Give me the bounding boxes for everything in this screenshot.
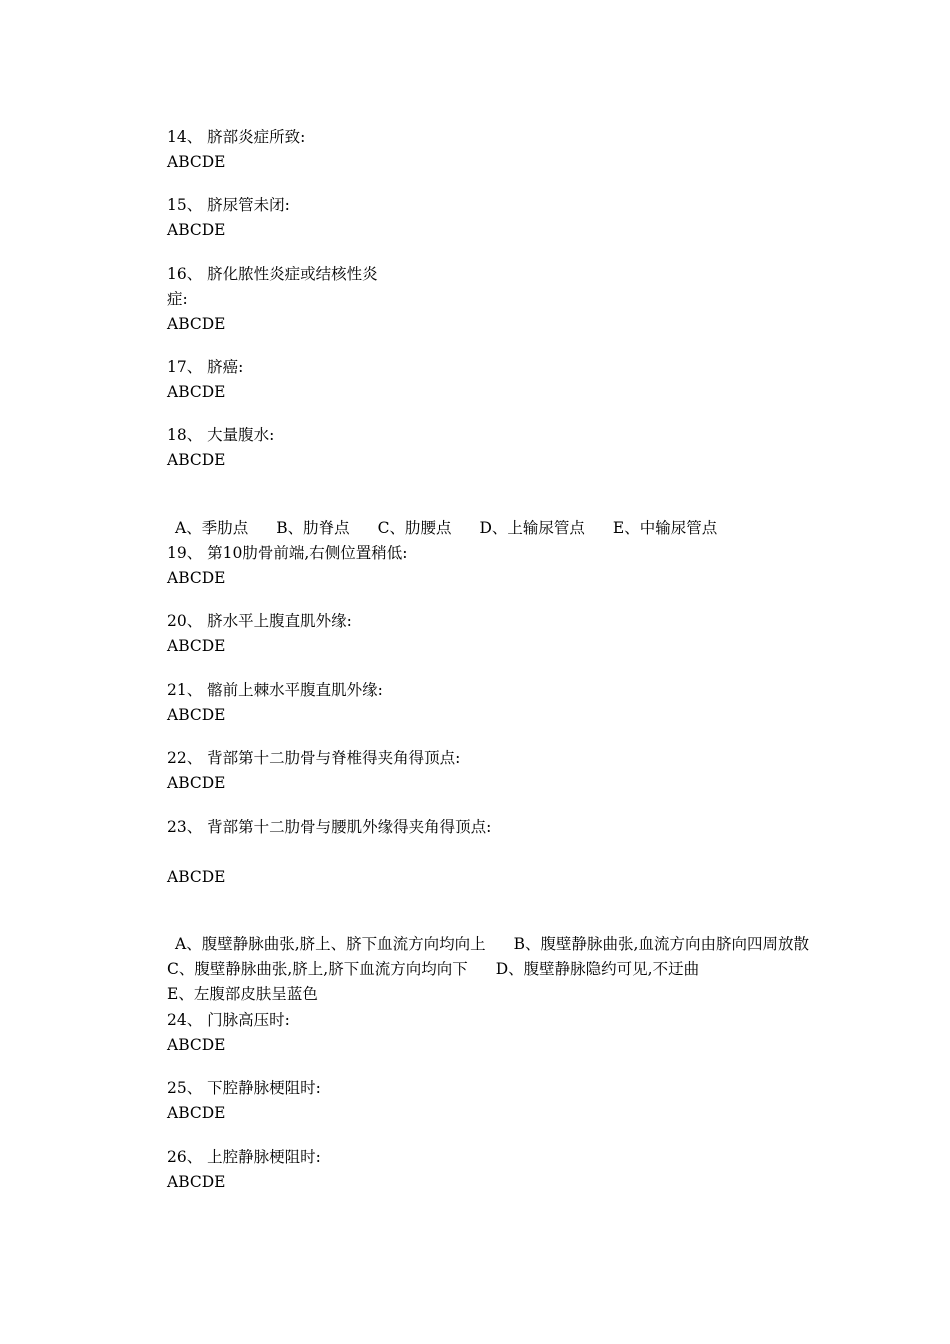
option-b-e: E、中输尿管点	[612, 519, 718, 537]
answer-choices-26: ABCDE	[167, 1173, 226, 1191]
option-c-b: B、腹壁静脉曲张,血流方向由脐向四周放散	[513, 935, 809, 953]
question-20: 20、 脐水平上腹直肌外缘:	[167, 612, 352, 630]
answer-choices-20: ABCDE	[167, 637, 226, 655]
option-c-e: E、左腹部皮肤呈蓝色	[167, 985, 318, 1003]
question-25: 25、 下腔静脉梗阻时:	[167, 1079, 321, 1097]
question-16-continued: 症:	[167, 290, 188, 308]
answer-choices-25: ABCDE	[167, 1104, 226, 1122]
answer-choices-16: ABCDE	[167, 315, 226, 333]
answer-choices-24: ABCDE	[167, 1036, 226, 1054]
answer-choices-22: ABCDE	[167, 774, 226, 792]
option-c-a: A、腹壁静脉曲张,脐上、脐下血流方向均向上	[175, 935, 486, 953]
question-21: 21、 髂前上棘水平腹直肌外缘:	[167, 681, 383, 699]
question-26: 26、 上腔静脉梗阻时:	[167, 1148, 321, 1166]
answer-choices-19: ABCDE	[167, 569, 226, 587]
question-16: 16、 脐化脓性炎症或结核性炎	[167, 265, 378, 283]
answer-choices-17: ABCDE	[167, 383, 226, 401]
question-19: 19、 第10肋骨前端,右侧位置稍低:	[167, 544, 408, 562]
answer-choices-21: ABCDE	[167, 706, 226, 724]
answer-choices-18: ABCDE	[167, 451, 226, 469]
question-24: 24、 门脉高压时:	[167, 1011, 290, 1029]
option-b-b: B、肋脊点	[276, 519, 350, 537]
options-row-b	[175, 518, 745, 538]
answer-choices-23: ABCDE	[167, 868, 226, 886]
option-b-a: A、季肋点	[175, 519, 249, 537]
question-15: 15、 脐尿管未闭:	[167, 196, 290, 214]
question-22: 22、 背部第十二肋骨与脊椎得夹角得顶点:	[167, 749, 461, 767]
answer-choices-14: ABCDE	[167, 153, 226, 171]
question-17: 17、 脐癌:	[167, 358, 244, 376]
question-23: 23、 背部第十二肋骨与腰肌外缘得夹角得顶点:	[167, 818, 492, 836]
option-b-c: C、肋腰点	[377, 519, 452, 537]
option-c-c: C、腹壁静脉曲张,脐上,脐下血流方向均向下	[167, 960, 468, 978]
option-c-d: D、腹壁静脉隐约可见,不迂曲	[495, 960, 700, 978]
answer-choices-15: ABCDE	[167, 221, 226, 239]
question-14: 14、 脐部炎症所致:	[167, 128, 306, 146]
option-b-d: D、上输尿管点	[479, 519, 585, 537]
question-18: 18、 大量腹水:	[167, 426, 275, 444]
options-block-c	[167, 932, 847, 1007]
